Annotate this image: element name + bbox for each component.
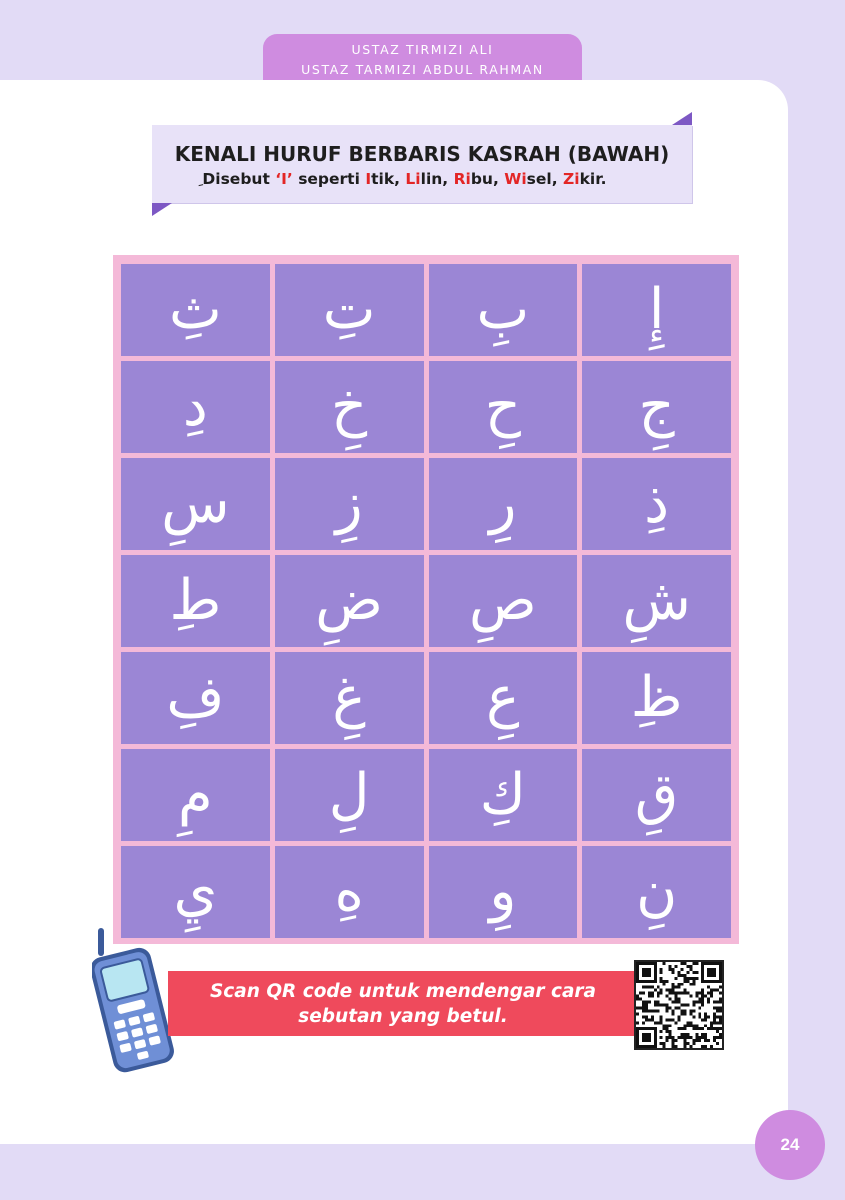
letter-cell: جِ: [582, 361, 731, 453]
letter-cell: فِ: [121, 652, 270, 744]
letter-cell: نِ: [582, 846, 731, 938]
subtitle-part: Li: [405, 170, 421, 188]
letter-cell: قِ: [582, 749, 731, 841]
ribbon-fold-top-right: [672, 112, 692, 125]
letter-cell: طِ: [121, 555, 270, 647]
letter-cell: ظِ: [582, 652, 731, 744]
subtitle-part: lin,: [420, 170, 454, 188]
letter-cell: هِ: [275, 846, 424, 938]
subtitle-part: Ri: [453, 170, 471, 188]
letter-cell: يِ: [121, 846, 270, 938]
subtitle-part: I: [365, 170, 372, 188]
letter-cell: وِ: [429, 846, 578, 938]
author-line-1: USTAZ TIRMIZI ALI: [351, 42, 494, 57]
subtitle-part: seperti: [292, 170, 366, 188]
letter-cell: غِ: [275, 652, 424, 744]
subtitle-part: ‘I’: [275, 170, 293, 188]
subtitle-part: tik,: [371, 170, 406, 188]
letter-cell: ضِ: [275, 555, 424, 647]
banner-line-2: sebutan yang betul.: [298, 1005, 508, 1027]
qr-code-icon[interactable]: [634, 960, 724, 1050]
letter-grid: [113, 255, 739, 944]
title-box: [152, 125, 692, 203]
page-title: KENALI HURUF BERBARIS KASRAH (BAWAH): [174, 142, 670, 166]
letter-cell: سِ: [121, 458, 270, 550]
letter-cell: كِ: [429, 749, 578, 841]
subtitle-part: kir.: [579, 170, 607, 188]
letter-cell: لِ: [275, 749, 424, 841]
subtitle-part: Zi: [563, 170, 580, 188]
letter-cell: بِ: [429, 264, 578, 356]
scan-qr-banner: [168, 971, 638, 1036]
letter-cell: مِ: [121, 749, 270, 841]
subtitle-text: [197, 170, 607, 188]
subtitle: [197, 169, 692, 189]
page-number: 24: [755, 1110, 825, 1180]
qr-code-pattern: [636, 962, 722, 1048]
subtitle-part: sel,: [526, 170, 564, 188]
letter-cell: شِ: [582, 555, 731, 647]
letter-cell: زِ: [275, 458, 424, 550]
letter-cell: عِ: [429, 652, 578, 744]
letter-cell: ثِ: [121, 264, 270, 356]
letter-cell: إِ: [582, 264, 731, 356]
subtitle-part: bu,: [470, 170, 505, 188]
letter-cell: خِ: [275, 361, 424, 453]
subtitle-part: Wi: [504, 170, 527, 188]
banner-line-1: Scan QR code untuk mendengar cara: [209, 980, 597, 1002]
letter-cell: تِ: [275, 264, 424, 356]
letter-cell: صِ: [429, 555, 578, 647]
subtitle-part: Disebut: [197, 170, 276, 188]
letter-cell: رِ: [429, 458, 578, 550]
letter-cell: ذِ: [582, 458, 731, 550]
author-line-2: USTAZ TARMIZI ABDUL RAHMAN: [301, 62, 544, 77]
letter-cell: حِ: [429, 361, 578, 453]
letter-cell: دِ: [121, 361, 270, 453]
ribbon-fold-bottom-left: [152, 203, 172, 216]
